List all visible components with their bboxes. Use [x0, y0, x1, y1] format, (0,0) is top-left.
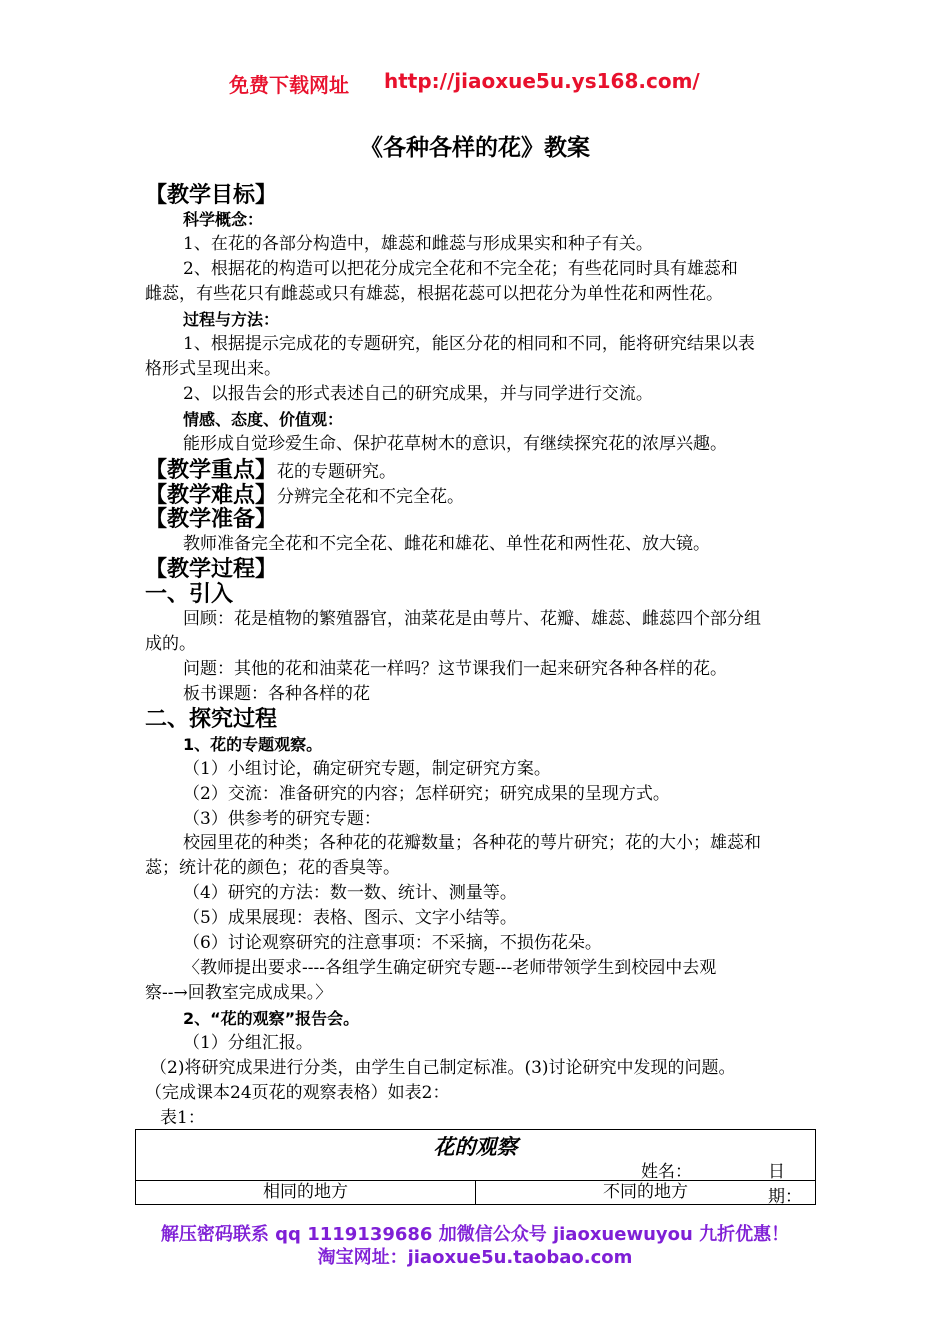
part1-line-1: （1）小组讨论，确定研究专题，制定研究方案。	[183, 759, 551, 779]
part1-line-9: 〈教师提出要求----各组学生确定研究专题---老师带领学生到校园中去观	[183, 958, 717, 978]
part1-line-10: 察--→回教室完成成果。〉	[145, 983, 333, 1003]
process-heading: 【教学过程】	[145, 557, 278, 582]
difficulty-text: 分辨完全花和不完全花。	[277, 487, 465, 507]
difficulty-heading: 【教学难点】	[145, 483, 278, 508]
part1-line-7: （5）成果展现：表格、图示、文字小结等。	[183, 908, 517, 928]
table-caption: 表1：	[160, 1108, 205, 1128]
explore-heading: 二、探究过程	[145, 707, 278, 732]
science-line-1: 1、在花的各部分构造中，雄蕊和雌蕊与形成果实和种子有关。	[183, 234, 653, 254]
part2-line-1: （1）分组汇报。	[183, 1033, 313, 1053]
process-method-label: 过程与方法：	[183, 310, 280, 329]
science-line-2: 2、根据花的构造可以把花分成完全花和不完全花；有些花同时具有雄蕊和	[183, 259, 738, 279]
name-label: 姓名：	[641, 1162, 692, 1182]
part1-line-2: （2）交流：准备研究的内容；怎样研究；研究成果的呈现方式。	[183, 784, 670, 804]
col-diff-header: 不同的地方	[476, 1181, 816, 1205]
process-line-3: 2、以报告会的形式表述自己的研究成果，并与同学进行交流。	[183, 384, 653, 404]
part2-line-2: （2)将研究成果进行分类，由学生自己制定标准。(3)讨论研究中发现的问题。	[150, 1058, 736, 1078]
science-line-3: 雌蕊，有些花只有雌蕊或只有雄蕊，根据花蕊可以把花分为单性花和两性花。	[145, 284, 723, 304]
header-url-link[interactable]: http://jiaoxue5u.ys168.com/	[384, 69, 700, 93]
difficulty-row	[145, 482, 464, 508]
objectives-heading: 【教学目标】	[145, 183, 278, 208]
preparation-heading: 【教学准备】	[145, 507, 278, 532]
header-download-label: 免费下载网址	[229, 73, 349, 97]
observation-table	[135, 1129, 816, 1205]
part2-line-3: （完成课本24页花的观察表格）如表2：	[145, 1083, 450, 1103]
col-same-header: 相同的地方	[136, 1181, 476, 1205]
intro-line-4: 板书课题：各种各样的花	[183, 684, 370, 704]
part1-line-3: （3）供参考的研究专题：	[183, 809, 381, 829]
key-point-text: 花的专题研究。	[277, 462, 397, 482]
attitude-line-1: 能形成自觉珍爱生命、保护花草树木的意识，有继续探究花的浓厚兴趣。	[183, 434, 727, 454]
science-concept-label: 科学概念：	[183, 210, 264, 229]
date-label: 日期：	[768, 1162, 802, 1207]
process-line-1: 1、根据提示完成花的专题研究，能区分花的相同和不同，能将研究结果以表	[183, 334, 755, 354]
preparation-text: 教师准备完全花和不完全花、雌花和雄花、单性花和两性花、放大镜。	[183, 534, 710, 554]
part1-line-5: 蕊；统计花的颜色；花的香臭等。	[145, 858, 400, 878]
intro-line-2: 成的。	[145, 634, 196, 654]
part1-line-8: （6）讨论观察研究的注意事项：不采摘，不损伤花朵。	[183, 933, 602, 953]
part2-label: 2、“花的观察”报告会。	[183, 1009, 360, 1028]
process-line-2: 格形式呈现出来。	[145, 359, 281, 379]
key-point-row	[145, 457, 396, 483]
observation-table-title: 花的观察	[433, 1135, 518, 1159]
part1-line-4: 校园里花的种类；各种花的花瓣数量；各种花的萼片研究；花的大小；雄蕊和	[183, 833, 761, 853]
footer-contact: 解压密码联系 qq 1119139686 加微信公众号 jiaoxuewuyou 九折优惠！	[160, 1224, 790, 1245]
key-point-heading: 【教学重点】	[145, 458, 278, 483]
page-title: 《各种各样的花》教案	[360, 135, 590, 161]
attitude-label: 情感、态度、价值观：	[183, 410, 344, 429]
intro-line-1: 回顾：花是植物的繁殖器官，油菜花是由萼片、花瓣、雄蕊、雌蕊四个部分组	[183, 609, 761, 629]
intro-heading: 一、引入	[145, 582, 234, 607]
footer-taobao-link[interactable]: 淘宝网址：jiaoxue5u.taobao.com	[317, 1247, 633, 1268]
part1-label: 1、花的专题观察。	[183, 735, 323, 754]
intro-line-3: 问题：其他的花和油菜花一样吗？这节课我们一起来研究各种各样的花。	[183, 659, 727, 679]
part1-line-6: （4）研究的方法：数一数、统计、测量等。	[183, 883, 517, 903]
